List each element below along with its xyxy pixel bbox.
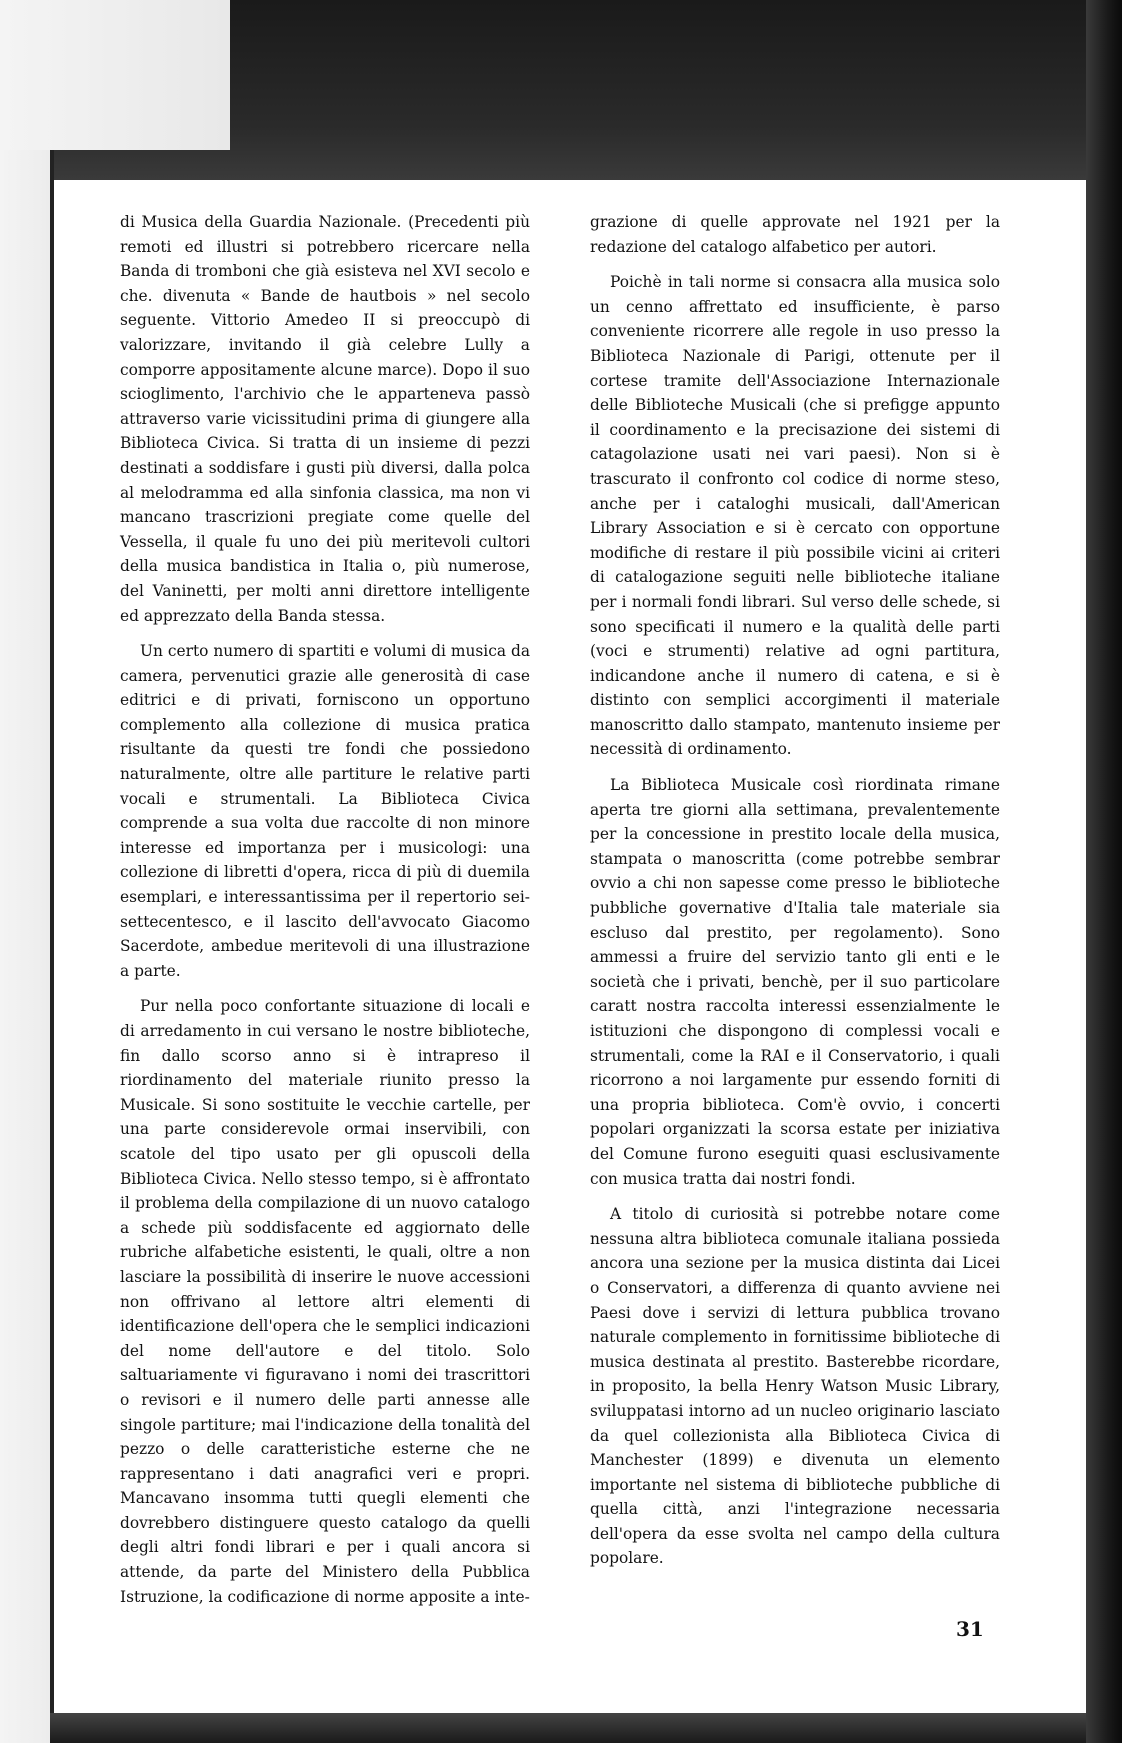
- left-paragraph-2: Un certo numero di spartiti e volumi di musica da camera, pervenutici grazie alle generosità di case editrici e di privati, forniscono un opportuno complemento alla collezione di musica pratica risultante da questi tre fondi che possiedono naturalmente, oltre alle partiture le relative parti vocali e strumentali. La Biblioteca Civica comprende a sua volta due raccolte di non minore interesse ed importanza per i musicologi: una collezione di libretti d'opera, ricca di più di duemila esemplari, e interessantissima per il repertorio sei-settecentesco, e il lascito dell'avvocato Giacomo Sacerdote, ambedue meritevoli di una illustrazione a parte.: [120, 642, 530, 980]
- document-page: [54, 180, 1086, 1713]
- right-paragraph-3: La Biblioteca Musicale così riordinata rimane aperta tre giorni alla settimana, prevalentemente per la concessione in prestito locale della musica, stampata o manoscritta (come potrebbe sembrar ovvio a chi non sapesse come presso le biblioteche pubbliche governative d'Italia tale materiale sia escluso dal prestito, per regolamento). Sono ammessi a fruire del servizio tanto gli enti e le società che i privati, benchè, per il suo particolare caratt nostra raccolta interessi essenzialmente le istituzioni che dispongono di complessi vocali e strumentali, come la RAI e il Conservatorio, i quali ricorrono a noi largamente pur essendo forniti di una propria biblioteca. Com'è ovvio, i concerti popolari organizzati la scorsa estate per iniziativa del Comune furono eseguiti quasi esclusivamente con musica tratta dai nostri fondi.: [590, 776, 1000, 1188]
- page-number: 31: [956, 1617, 984, 1641]
- scan-border-right: [1086, 0, 1122, 1743]
- left-paragraph-1: di Musica della Guardia Nazionale. (Precedenti più remoti ed illustri si potrebbero ricercare nella Banda di tromboni che già esisteva nel XVI secolo e che. divenuta « Bande de hautbois » nel secolo seguente. Vittorio Amedeo II si preoccupò di valorizzare, invitando il già celebre Lully a comporre appositamente alcune marce). Dopo il suo scioglimento, l'archivio che le apparteneva passò attraverso varie vicissitudini prima di giungere alla Biblioteca Civica. Si tratta di un insieme di pezzi destinati a soddisfare i gusti più diversi, dalla polca al melodramma ed alla sinfonia classica, ma non vi mancano trascrizioni pregiate come quelle del Vessella, il quale fu uno dei più meritevoli cultori della musica bandistica in Italia o, più numerose, del Vaninetti, per molti anni direttore intelligente ed apprezzato della Banda stessa.: [120, 213, 530, 625]
- left-column: [120, 210, 530, 1620]
- right-paragraph-4: A titolo di curiosità si potrebbe notare come nessuna altra biblioteca comunale italiana possieda ancora una sezione per la musica distinta dai Licei o Conservatori, a differenza di quanto avviene nei Paesi dove i servizi di lettura pubblica trovano naturale complemento in fornitissime biblioteche di musica destinata al prestito. Basterebbe ricordare, in proposito, la bella Henry Watson Music Library, sviluppatasi intorno ad un nucleo originario lasciato da quel collezionista alla Biblioteca Civica di Manchester (1899) e divenuta un elemento importante nel sistema di biblioteche pubbliche di quella città, anzi l'integrazione necessaria dell'opera da esse svolta nel campo della cultura popolare.: [590, 1205, 1000, 1568]
- right-paragraph-2: Poichè in tali norme si consacra alla musica solo un cenno affrettato ed insufficiente, è parso conveniente ricorrere alle regole in uso presso la Biblioteca Nazionale di Parigi, ottenute per il cortese tramite dell'Associazione Internazionale delle Biblioteche Musicali (che si prefigge appunto il coordinamento e la precisazione dei sistemi di catagolazione usati nei vari paesi). Non si è trascurato il confronto col codice di norme steso, anche per i cataloghi musicali, dall'American Library Association e si è cercato con opportune modifiche di restare il più possibile vicini ai criteri di catalogazione seguiti nelle biblioteche italiane per i normali fondi librari. Sul verso delle schede, si sono specificati il numero e la qualità delle parti (voci e strumenti) relative ad ogni partitura, indicandone anche il numero di catena, e si è distinto con semplici accorgimenti il materiale manoscritto dallo stampato, mantenuto insieme per necessità di ordinamento.: [590, 273, 1000, 759]
- right-paragraph-1: grazione di quelle approvate nel 1921 per la redazione del catalogo alfabetico per autori.: [590, 213, 1000, 256]
- right-column: [590, 210, 1000, 1582]
- scan-margin-top-left-overlay: [0, 0, 230, 150]
- scan-margin-left: [0, 150, 50, 1743]
- scan-border-bottom: [50, 1713, 1086, 1743]
- left-paragraph-3: Pur nella poco confortante situazione di locali e di arredamento in cui versano le nostre biblioteche, fin dallo scorso anno si è intrapreso il riordinamento del materiale riunito presso la Musicale. Si sono sostituite le vecchie cartelle, per una parte considerevole ormai inservibili, con scatole del tipo usato per gli opuscoli della Biblioteca Civica. Nello stesso tempo, si è affrontato il problema della compilazione di un nuovo catalogo a schede più soddisfacente ed aggiornato delle rubriche alfabetiche esistenti, le quali, oltre a non lasciare la possibilità di inserire le nuove accessioni non offrivano al lettore altri elementi di identificazione dell'opera che le semplici indicazioni del nome dell'autore e del titolo. Solo saltuariamente vi figuravano i nomi dei trascrittori o revisori e il numero delle parti annesse alle singole partiture; mai l'indicazione della tonalità del pezzo o delle caratteristiche esterne che ne rappresentano i dati anagrafici veri e propri. Mancavano insomma tutti quegli elementi che dovrebbero distinguere questo catalogo da quelli degli altri fondi librari e per i quali ancora si attende, da parte del Ministero della Pubblica Istruzione, la codificazione di norme apposite a inte-: [120, 997, 530, 1606]
